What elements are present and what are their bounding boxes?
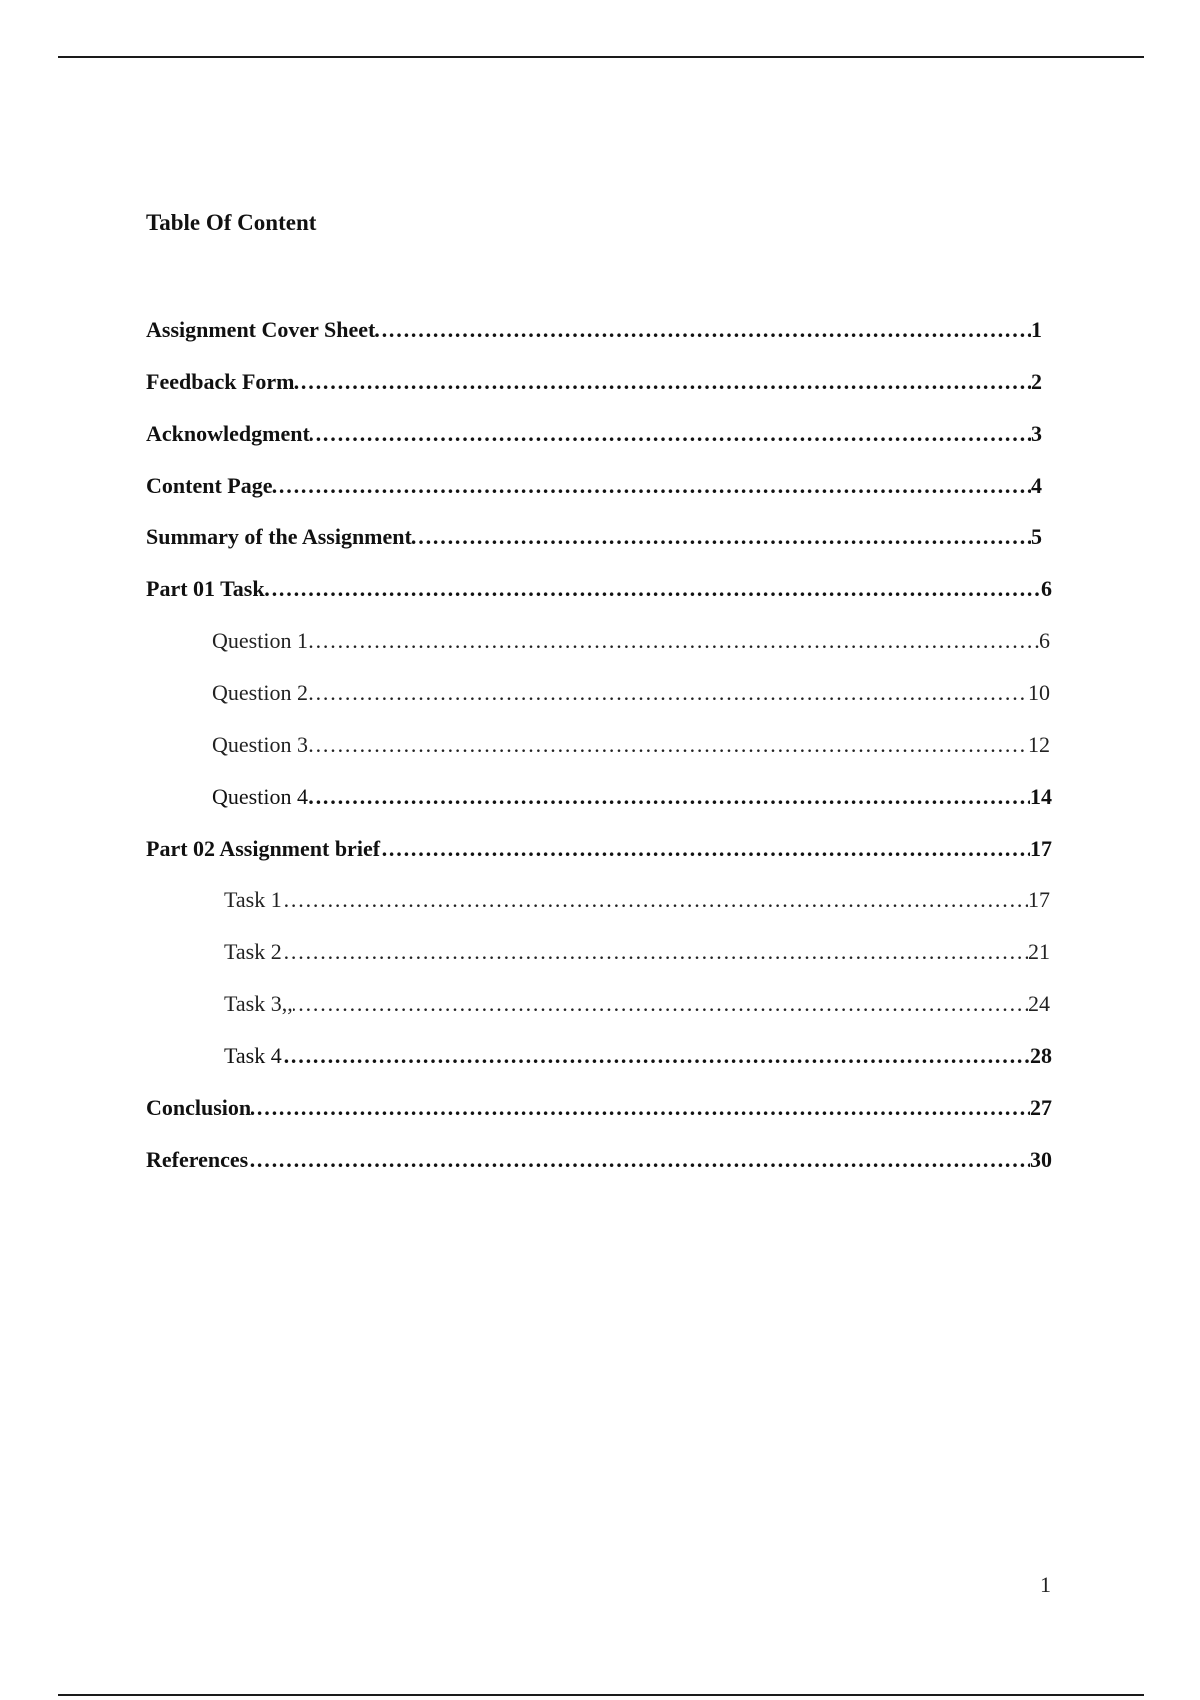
- toc-entry-page: 6: [1039, 626, 1050, 656]
- toc-entry-label: Task 4: [224, 1041, 282, 1071]
- toc-entry-page: 17: [1028, 885, 1050, 915]
- page-number: 1: [1040, 1572, 1051, 1597]
- toc-entry-label: Content Page: [146, 471, 272, 501]
- toc-entry[interactable]: [146, 1145, 1052, 1175]
- toc-entry[interactable]: [146, 1093, 1052, 1123]
- toc-entry[interactable]: [224, 937, 1050, 967]
- toc-entry-label: Summary of the Assignment: [146, 522, 412, 552]
- toc-dot-leader: [146, 1145, 1052, 1175]
- toc-entry[interactable]: [146, 419, 1042, 449]
- toc-entry[interactable]: [146, 315, 1042, 345]
- toc-entry-label: Question 2: [212, 678, 308, 708]
- toc-entry-label: Acknowledgment: [146, 419, 310, 449]
- toc-dot-leader: [224, 937, 1050, 967]
- toc-dot-leader: [224, 989, 1050, 1019]
- toc-entry[interactable]: [146, 574, 1052, 604]
- toc-dot-leader: [212, 730, 1050, 760]
- toc-entry-label: Question 3: [212, 730, 308, 760]
- toc-entry-label: Feedback Form: [146, 367, 294, 397]
- toc-dot-leader: [212, 782, 1052, 812]
- toc-entry[interactable]: [224, 989, 1050, 1019]
- toc-entry[interactable]: [146, 471, 1042, 501]
- toc-entry-page: 6: [1041, 574, 1052, 604]
- toc-entry-label: Question 1: [212, 626, 308, 656]
- toc-entry-page: 10: [1028, 678, 1050, 708]
- toc-entry-label: Question 4: [212, 782, 308, 812]
- toc-entry-page: 14: [1030, 782, 1052, 812]
- toc-entry-page: 1: [1031, 315, 1042, 345]
- toc-entry-label: Task 1: [224, 885, 282, 915]
- toc-entry[interactable]: [146, 367, 1042, 397]
- footer-rule: [58, 1694, 1144, 1696]
- toc-entry-page: 5: [1031, 522, 1042, 552]
- toc-dot-leader: [212, 626, 1050, 656]
- toc-dot-leader: [146, 574, 1052, 604]
- toc-entry-label: Task 3,,: [224, 989, 293, 1019]
- toc-dot-leader: [146, 471, 1042, 501]
- toc-entry-page: 21: [1028, 937, 1050, 967]
- toc-entry-page: 2: [1031, 367, 1042, 397]
- toc-entry[interactable]: [212, 678, 1050, 708]
- toc-entry-page: 28: [1030, 1041, 1052, 1071]
- toc-entry-page: 3: [1031, 419, 1042, 449]
- toc-entry-page: 4: [1031, 471, 1042, 501]
- toc-dot-leader: [146, 1093, 1052, 1123]
- toc-entry-page: 12: [1028, 730, 1050, 760]
- toc-entry-page: 30: [1030, 1145, 1052, 1175]
- toc-entry-page: 24: [1028, 989, 1050, 1019]
- toc-entry-label: Part 01 Task: [146, 574, 265, 604]
- toc-entry[interactable]: [212, 730, 1050, 760]
- toc-entry[interactable]: [224, 885, 1050, 915]
- toc-dot-leader: [212, 678, 1050, 708]
- toc-entry[interactable]: [146, 834, 1052, 864]
- toc-entry-label: Assignment Cover Sheet: [146, 315, 375, 345]
- toc-entry-page: 27: [1030, 1093, 1052, 1123]
- toc-entry[interactable]: [212, 782, 1052, 812]
- toc-dot-leader: [224, 1041, 1052, 1071]
- toc-dot-leader: [224, 885, 1050, 915]
- toc-entry-label: Conclusion: [146, 1093, 251, 1123]
- toc-entry-label: References: [146, 1145, 248, 1175]
- toc-entry-page: 17: [1030, 834, 1052, 864]
- toc-entry[interactable]: [146, 522, 1042, 552]
- toc-entry[interactable]: [224, 1041, 1052, 1071]
- toc-title: Table Of Content: [146, 210, 317, 235]
- toc-entry-label: Part 02 Assignment brief: [146, 834, 380, 864]
- toc-entry[interactable]: [212, 626, 1050, 656]
- toc-entry-label: Task 2: [224, 937, 282, 967]
